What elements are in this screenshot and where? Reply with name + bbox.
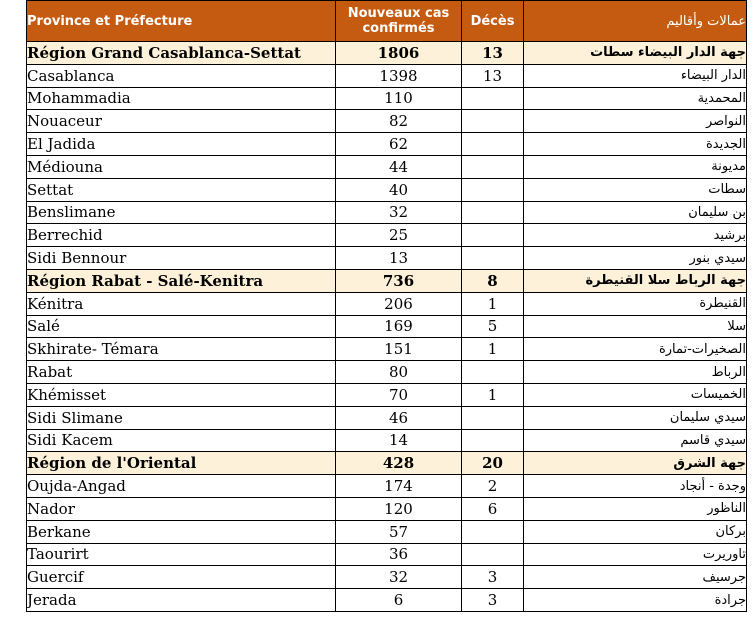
cases-cell: 169 <box>336 315 462 338</box>
deaths-cell <box>462 133 524 156</box>
deaths-cell: 1 <box>462 338 524 361</box>
arabic-name-cell: جهة الشرق <box>524 452 747 475</box>
arabic-name-cell: النواصر <box>524 110 747 133</box>
table-body <box>27 42 747 612</box>
deaths-cell: 13 <box>462 42 524 65</box>
province-cell: Jerada <box>27 589 336 612</box>
deaths-cell: 3 <box>462 566 524 589</box>
arabic-name-cell: القنيطرة <box>524 292 747 315</box>
table-row <box>27 520 747 543</box>
header-new-cases <box>336 1 462 42</box>
arabic-name-cell: الصخيرات-تمارة <box>524 338 747 361</box>
deaths-cell <box>462 110 524 133</box>
arabic-name-cell: جرسيف <box>524 566 747 589</box>
deaths-cell: 8 <box>462 269 524 292</box>
cases-cell: 14 <box>336 429 462 452</box>
province-cell: Casablanca <box>27 64 336 87</box>
deaths-cell <box>462 429 524 452</box>
table-row <box>27 338 747 361</box>
deaths-cell <box>462 155 524 178</box>
cases-table <box>26 0 747 612</box>
province-cell: Salé <box>27 315 336 338</box>
cases-cell: 62 <box>336 133 462 156</box>
cases-cell: 80 <box>336 361 462 384</box>
table-row <box>27 361 747 384</box>
table-header-row <box>27 1 747 42</box>
header-province: Province et Préfecture <box>27 1 336 42</box>
cases-cell: 1398 <box>336 64 462 87</box>
table-row <box>27 383 747 406</box>
table-row <box>27 224 747 247</box>
province-cell: Berrechid <box>27 224 336 247</box>
cases-cell: 120 <box>336 497 462 520</box>
province-cell: Kénitra <box>27 292 336 315</box>
cases-cell: 46 <box>336 406 462 429</box>
cases-cell: 36 <box>336 543 462 566</box>
table-row <box>27 589 747 612</box>
cases-cell: 6 <box>336 589 462 612</box>
province-cell: Benslimane <box>27 201 336 224</box>
arabic-name-cell: سطات <box>524 178 747 201</box>
arabic-name-cell: سلا <box>524 315 747 338</box>
cases-cell: 32 <box>336 566 462 589</box>
province-cell: El Jadida <box>27 133 336 156</box>
deaths-cell <box>462 224 524 247</box>
province-cell: Oujda-Angad <box>27 475 336 498</box>
arabic-name-cell: برشيد <box>524 224 747 247</box>
table-row <box>27 201 747 224</box>
arabic-name-cell: الرباط <box>524 361 747 384</box>
province-cell: Settat <box>27 178 336 201</box>
table-row <box>27 178 747 201</box>
deaths-cell <box>462 406 524 429</box>
arabic-name-cell: مديونة <box>524 155 747 178</box>
province-cell: Sidi Kacem <box>27 429 336 452</box>
header-cases-line2: confirmés <box>362 21 435 36</box>
table-row <box>27 406 747 429</box>
deaths-cell: 6 <box>462 497 524 520</box>
province-cell: Région Rabat - Salé-Kenitra <box>27 269 336 292</box>
deaths-cell: 1 <box>462 383 524 406</box>
arabic-name-cell: جرادة <box>524 589 747 612</box>
arabic-name-cell: بن سليمان <box>524 201 747 224</box>
table-row <box>27 155 747 178</box>
table-row <box>27 110 747 133</box>
cases-cell: 428 <box>336 452 462 475</box>
cases-cell: 1806 <box>336 42 462 65</box>
deaths-cell <box>462 87 524 110</box>
arabic-name-cell: الناظور <box>524 497 747 520</box>
province-cell: Nador <box>27 497 336 520</box>
cases-cell: 174 <box>336 475 462 498</box>
region-row <box>27 269 747 292</box>
table-row <box>27 292 747 315</box>
deaths-cell: 5 <box>462 315 524 338</box>
cases-cell: 206 <box>336 292 462 315</box>
cases-cell: 151 <box>336 338 462 361</box>
arabic-name-cell: بركان <box>524 520 747 543</box>
table-row <box>27 475 747 498</box>
arabic-name-cell: سيدي سليمان <box>524 406 747 429</box>
deaths-cell <box>462 361 524 384</box>
province-cell: Guercif <box>27 566 336 589</box>
table-row <box>27 315 747 338</box>
arabic-name-cell: الدار البيضاء <box>524 64 747 87</box>
arabic-name-cell: تاوريرت <box>524 543 747 566</box>
deaths-cell <box>462 247 524 270</box>
table-row <box>27 497 747 520</box>
arabic-name-cell: المحمدية <box>524 87 747 110</box>
header-cases-line1: Nouveaux cas <box>347 6 450 21</box>
cases-cell: 25 <box>336 224 462 247</box>
deaths-cell <box>462 520 524 543</box>
table-row <box>27 247 747 270</box>
arabic-name-cell: سيدي قاسم <box>524 429 747 452</box>
deaths-cell: 2 <box>462 475 524 498</box>
arabic-name-cell: جهة الرباط سلا القنيطرة <box>524 269 747 292</box>
province-cell: Région Grand Casablanca-Settat <box>27 42 336 65</box>
header-deaths: Décès <box>462 1 524 42</box>
cases-cell: 70 <box>336 383 462 406</box>
header-arabic: عمالات وأقاليم <box>524 1 747 42</box>
cases-cell: 110 <box>336 87 462 110</box>
province-cell: Mohammadia <box>27 87 336 110</box>
cases-cell: 736 <box>336 269 462 292</box>
region-row <box>27 452 747 475</box>
province-cell: Région de l'Oriental <box>27 452 336 475</box>
region-row <box>27 42 747 65</box>
table-row <box>27 133 747 156</box>
deaths-cell: 20 <box>462 452 524 475</box>
deaths-cell: 13 <box>462 64 524 87</box>
province-cell: Médiouna <box>27 155 336 178</box>
province-cell: Nouaceur <box>27 110 336 133</box>
province-cell: Skhirate- Témara <box>27 338 336 361</box>
province-cell: Khémisset <box>27 383 336 406</box>
arabic-name-cell: وجدة - أنجاد <box>524 475 747 498</box>
table-row <box>27 543 747 566</box>
province-cell: Rabat <box>27 361 336 384</box>
cases-cell: 13 <box>336 247 462 270</box>
deaths-cell <box>462 543 524 566</box>
deaths-cell <box>462 201 524 224</box>
deaths-cell: 3 <box>462 589 524 612</box>
province-cell: Sidi Bennour <box>27 247 336 270</box>
arabic-name-cell: جهة الدار البيضاء سطات <box>524 42 747 65</box>
table-row <box>27 566 747 589</box>
cases-cell: 57 <box>336 520 462 543</box>
deaths-cell <box>462 178 524 201</box>
cases-cell: 32 <box>336 201 462 224</box>
table-row <box>27 64 747 87</box>
arabic-name-cell: سيدي بنور <box>524 247 747 270</box>
table-row <box>27 429 747 452</box>
province-cell: Taourirt <box>27 543 336 566</box>
deaths-cell: 1 <box>462 292 524 315</box>
cases-cell: 40 <box>336 178 462 201</box>
province-cell: Berkane <box>27 520 336 543</box>
arabic-name-cell: الجديدة <box>524 133 747 156</box>
province-cell: Sidi Slimane <box>27 406 336 429</box>
cases-cell: 82 <box>336 110 462 133</box>
arabic-name-cell: الخميسات <box>524 383 747 406</box>
cases-cell: 44 <box>336 155 462 178</box>
table-row <box>27 87 747 110</box>
